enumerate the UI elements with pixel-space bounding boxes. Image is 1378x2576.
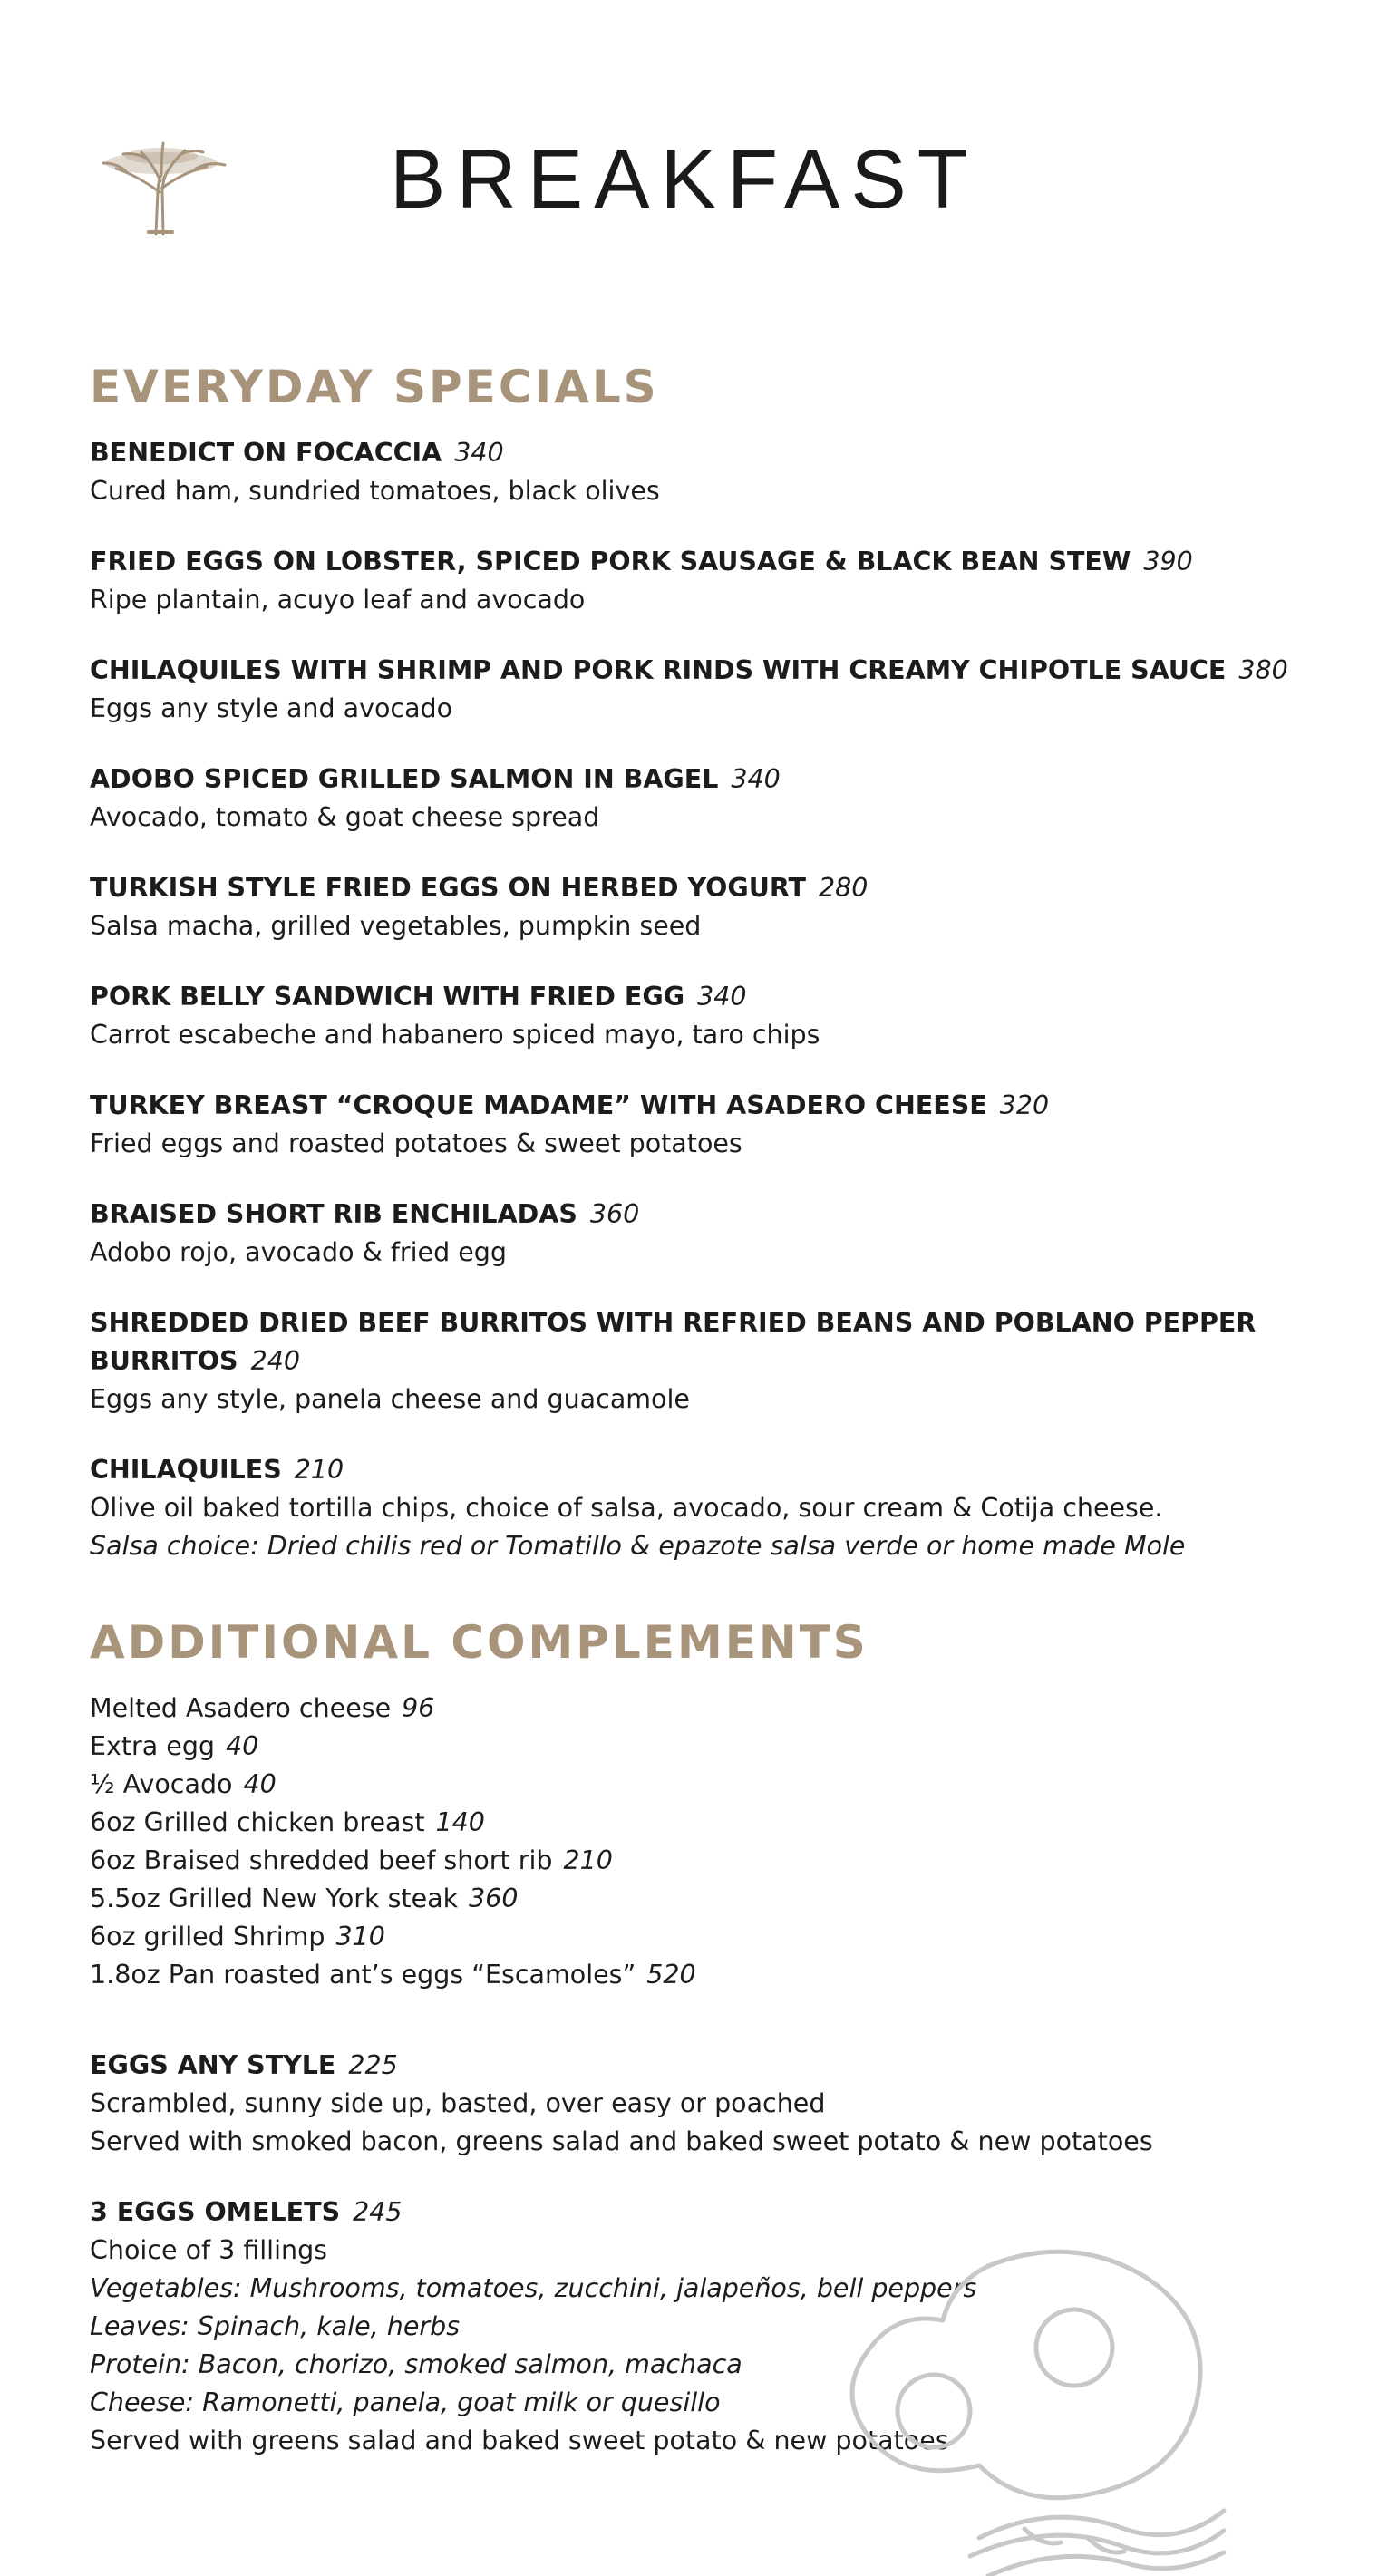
list-item — [90, 1956, 1359, 1994]
item-price: 340 — [697, 982, 747, 1012]
filling-option: Vegetables: Mushrooms, tomatoes, zucchini, jalapeños, bell peppers — [90, 2273, 977, 2303]
list-item — [90, 1918, 1359, 1956]
item-note: Salsa choice: Dried chilis red or Tomatillo & epazote salsa verde or home made Mole — [90, 1531, 1186, 1561]
item-description: Served with greens salad and baked sweet potato & new potatoes — [90, 2426, 949, 2455]
item-name: ADOBO SPICED GRILLED SALMON IN BAGEL — [90, 764, 719, 794]
menu-item — [90, 760, 1359, 837]
section-heading-specials: EVERYDAY SPECIALS — [90, 361, 659, 413]
item-price: 310 — [335, 1922, 385, 1951]
menu-content — [90, 363, 1359, 2493]
item-price: 225 — [348, 2050, 398, 2080]
complements-list — [90, 1690, 1359, 1994]
section-heading-complements: ADDITIONAL COMPLEMENTS — [90, 1616, 869, 1669]
item-name: Melted Asadero cheese — [90, 1693, 392, 1723]
item-price: 40 — [243, 1769, 277, 1799]
item-price: 320 — [999, 1090, 1050, 1120]
tree-icon — [91, 136, 231, 236]
menu-item — [90, 652, 1359, 728]
list-item — [90, 1766, 1359, 1804]
item-name: 3 EGGS OMELETS — [90, 2197, 341, 2227]
item-description: Eggs any style, panela cheese and guacamole — [90, 1384, 690, 1414]
item-description: Carrot escabeche and habanero spiced mayo, taro chips — [90, 1020, 820, 1050]
item-name: FRIED EGGS ON LOBSTER, SPICED PORK SAUSAGE & BLACK BEAN STEW — [90, 547, 1131, 576]
menu-item — [90, 1304, 1359, 1419]
item-name: ½ Avocado — [90, 1769, 233, 1799]
item-name: CHILAQUILES — [90, 1455, 282, 1485]
item-description: Avocado, tomato & goat cheese spread — [90, 802, 600, 832]
item-description: Served with smoked bacon, greens salad and baked sweet potato & new potatoes — [90, 2126, 1153, 2156]
item-price: 340 — [731, 764, 781, 794]
item-price: 520 — [646, 1960, 696, 1990]
menu-item — [90, 1451, 1359, 1565]
item-description: Cured ham, sundried tomatoes, black olives — [90, 476, 660, 506]
filling-option: Leaves: Spinach, kale, herbs — [90, 2311, 461, 2341]
item-name: EGGS ANY STYLE — [90, 2050, 336, 2080]
item-description: Salsa macha, grilled vegetables, pumpkin seed — [90, 911, 702, 941]
menu-item — [90, 869, 1359, 945]
fried-eggs-bacon-illustration — [798, 2239, 1233, 2576]
menu-item — [90, 434, 1359, 510]
item-price: 140 — [435, 1807, 485, 1837]
item-name: CHILAQUILES WITH SHRIMP AND PORK RINDS WITH CREAMY CHIPOTLE SAUCE — [90, 655, 1227, 685]
menu-item — [90, 543, 1359, 619]
item-name: 6oz grilled Shrimp — [90, 1922, 325, 1951]
item-price: 360 — [589, 1199, 640, 1229]
list-item — [90, 1842, 1359, 1880]
item-price: 360 — [469, 1884, 519, 1913]
item-description: Fried eggs and roasted potatoes & sweet potatoes — [90, 1128, 742, 1158]
menu-item-eggs-any-style — [90, 2047, 1359, 2161]
item-name: 5.5oz Grilled New York steak — [90, 1884, 459, 1913]
item-price: 280 — [818, 873, 869, 903]
item-description: Scrambled, sunny side up, basted, over easy or poached — [90, 2088, 826, 2118]
filling-option: Protein: Bacon, chorizo, smoked salmon, machaca — [90, 2349, 742, 2379]
item-name: Extra egg — [90, 1731, 216, 1761]
list-item — [90, 1690, 1359, 1728]
item-price: 240 — [250, 1346, 300, 1376]
list-item — [90, 1804, 1359, 1842]
item-name: SHREDDED DRIED BEEF BURRITOS WITH REFRIED BEANS AND POBLANO PEPPER BURRITOS — [90, 1308, 1257, 1376]
item-name: 6oz Grilled chicken breast — [90, 1807, 425, 1837]
item-name: BRAISED SHORT RIB ENCHILADAS — [90, 1199, 577, 1229]
item-description: Choice of 3 fillings — [90, 2235, 328, 2265]
item-name: 1.8oz Pan roasted ant’s eggs “Escamoles” — [90, 1960, 636, 1990]
item-price: 380 — [1238, 655, 1288, 685]
item-price: 210 — [294, 1455, 344, 1485]
item-price: 96 — [402, 1693, 435, 1723]
item-name: TURKISH STYLE FRIED EGGS ON HERBED YOGURT — [90, 873, 806, 903]
item-name: PORK BELLY SANDWICH WITH FRIED EGG — [90, 982, 685, 1012]
item-price: 245 — [353, 2197, 403, 2227]
page-title: BREAKFAST — [390, 133, 979, 226]
item-description: Adobo rojo, avocado & fried egg — [90, 1237, 507, 1267]
item-description: Eggs any style and avocado — [90, 693, 453, 723]
item-price: 340 — [454, 438, 504, 468]
item-price: 390 — [1143, 547, 1193, 576]
item-name: BENEDICT ON FOCACCIA — [90, 438, 442, 468]
item-description: Ripe plantain, acuyo leaf and avocado — [90, 585, 586, 615]
menu-item — [90, 978, 1359, 1054]
item-description: Olive oil baked tortilla chips, choice of salsa, avocado, sour cream & Cotija cheese. — [90, 1493, 1163, 1523]
menu-item — [90, 1087, 1359, 1163]
item-name: 6oz Braised shredded beef short rib — [90, 1845, 553, 1875]
menu-item — [90, 1196, 1359, 1272]
item-price: 210 — [563, 1845, 613, 1875]
item-price: 40 — [226, 1731, 259, 1761]
list-item — [90, 1880, 1359, 1918]
filling-option: Cheese: Ramonetti, panela, goat milk or quesillo — [90, 2387, 721, 2417]
list-item — [90, 1728, 1359, 1766]
item-name: TURKEY BREAST “CROQUE MADAME” WITH ASADERO CHEESE — [90, 1090, 987, 1120]
